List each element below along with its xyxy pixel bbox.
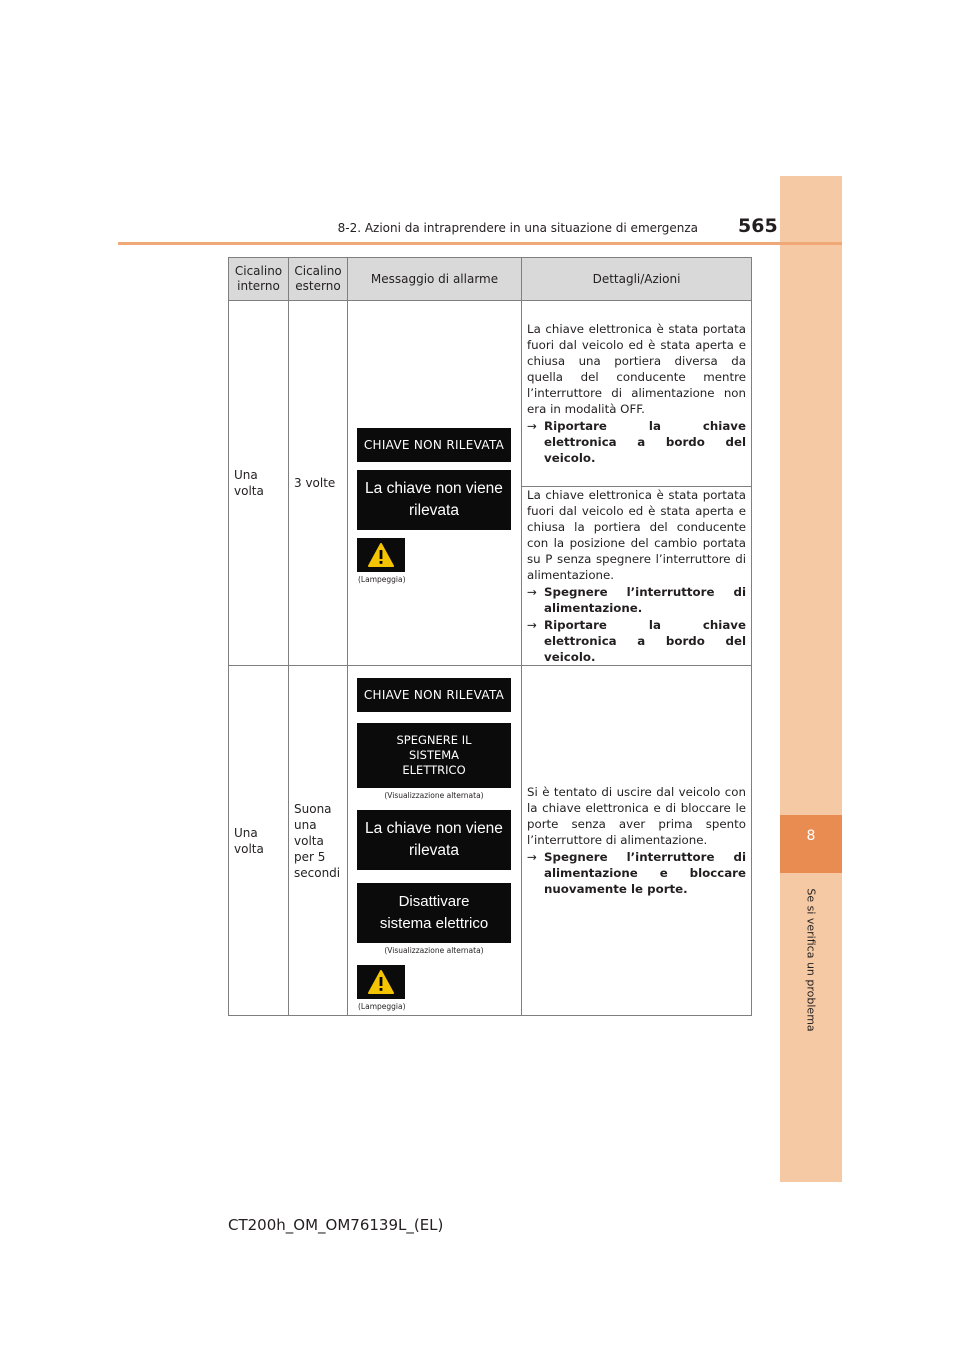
flashing-caption: (Lampeggia) <box>358 575 406 584</box>
warning-message-cell <box>348 666 522 1016</box>
header-details-actions: Dettagli/Azioni <box>522 258 752 301</box>
warning-triangle-icon <box>368 970 394 994</box>
warning-icon-box <box>357 965 405 999</box>
arrow-icon: → <box>527 618 537 632</box>
display-key-not-detected: La chiave non viene rilevata <box>357 810 511 870</box>
action-item: → Riportare la chiave elettronica a bordo del veicolo. <box>527 618 746 664</box>
warning-icon-box <box>357 538 405 572</box>
arrow-icon: → <box>527 585 537 599</box>
action-item: → Spegnere l’interruttore di alimentazione. <box>527 585 746 615</box>
table-row <box>229 666 752 1016</box>
table-header-row <box>229 258 752 301</box>
document-code: CT200h_OM_OM76139L_(EL) <box>228 1216 444 1234</box>
chapter-number: 8 <box>806 828 816 844</box>
header-rule <box>118 242 842 245</box>
alternating-display-caption: (Visualizzazione alternata) <box>384 791 484 800</box>
chapter-label: Se si verifica un problema <box>804 888 818 1032</box>
details-cell <box>522 301 752 487</box>
display-key-not-detected: La chiave non viene rilevata <box>357 470 511 530</box>
details-cell <box>522 487 752 666</box>
external-buzzer-cell: Suona una volta per 5 secondi <box>289 666 348 1016</box>
detail-text: La chiave elettronica è stata portata fuori dal veicolo ed è stata aperta e chiusa la portiera del conducente con la posizione del cambio portata su P senza spegnere l’interruttore di alimentazione. <box>527 488 746 582</box>
display-deactivate-system: Disattivare sistema elettrico <box>357 883 511 943</box>
chapter-tab <box>780 815 842 873</box>
flashing-caption: (Lampeggia) <box>358 1002 406 1011</box>
warning-message-cell <box>348 301 522 666</box>
table-row <box>229 301 752 487</box>
detail-text: Si è tentato di uscire dal veicolo con la chiave elettronica e di bloccare le porte senza aver prima spento l’interruttore di alimentazione. <box>527 785 746 847</box>
alternating-display-caption: (Visualizzazione alternata) <box>384 946 484 955</box>
internal-buzzer-cell: Una volta <box>229 666 289 1016</box>
page-number: 565 <box>738 215 778 237</box>
action-item: → Riportare la chiave elettronica a bordo del veicolo. <box>527 419 746 465</box>
arrow-icon: → <box>527 850 537 864</box>
display-key-not-detected-caps: CHIAVE NON RILEVATA <box>357 428 511 462</box>
header-internal-buzzer: Cicalino interno <box>229 258 289 301</box>
section-title: 8-2. Azioni da intraprendere in una situazione di emergenza <box>337 221 698 235</box>
details-cell <box>522 666 752 1016</box>
external-buzzer-cell: 3 volte <box>289 301 348 666</box>
display-turn-off-system: SPEGNERE IL SISTEMA ELETTRICO <box>357 723 511 788</box>
warning-triangle-icon <box>368 543 394 567</box>
display-key-not-detected-caps: CHIAVE NON RILEVATA <box>357 678 511 712</box>
header-warning-message: Messaggio di allarme <box>348 258 522 301</box>
alarm-table <box>228 257 752 1016</box>
detail-text: La chiave elettronica è stata portata fuori dal veicolo ed è stata aperta e chiusa una portiera diversa da quella del conducente mentre l’interruttore di alimentazione non era in modalità OFF. <box>527 322 746 416</box>
internal-buzzer-cell: Una volta <box>229 301 289 666</box>
action-item: → Spegnere l’interruttore di alimentazione e bloccare nuovamente le porte. <box>527 850 746 896</box>
arrow-icon: → <box>527 419 537 433</box>
header-external-buzzer: Cicalino esterno <box>289 258 348 301</box>
